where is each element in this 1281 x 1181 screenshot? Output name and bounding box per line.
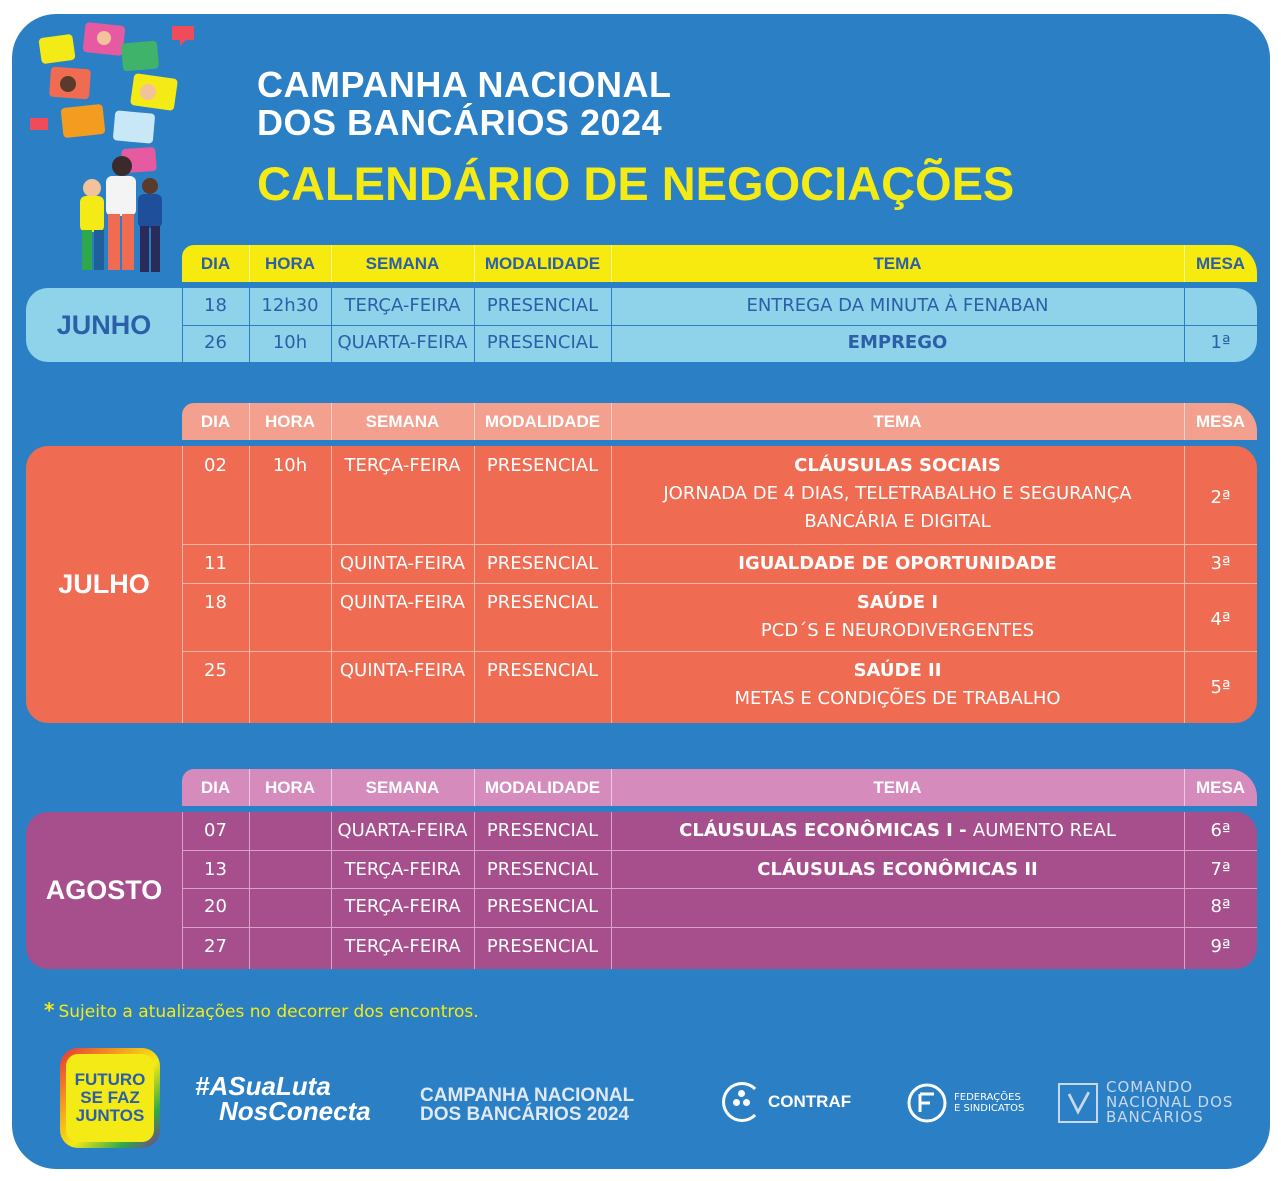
- tema-title: SAÚDE I: [856, 592, 939, 613]
- comando-line1: COMANDO: [1106, 1078, 1194, 1096]
- federacoes-line1: FEDERAÇÕES: [954, 1092, 1021, 1103]
- tema-title: IGUALDADE DE OPORTUNIDADE: [738, 553, 1057, 574]
- table-row: [182, 893, 1257, 926]
- cell-semana: TERÇA-FEIRA: [344, 295, 461, 316]
- tema-title: SAÚDE II: [853, 660, 942, 681]
- cell-tema: [611, 452, 1184, 544]
- cell-mesa: 2ª: [1210, 487, 1231, 508]
- cell-tema: [611, 550, 1184, 583]
- disclaimer-note: [44, 998, 479, 1022]
- cell-tema: [611, 817, 1184, 850]
- cell-semana: QUARTA-FEIRA: [337, 332, 468, 353]
- tema-text: AUMENTO REAL: [972, 820, 1116, 841]
- contraf-logo: [722, 1082, 851, 1122]
- table-row: [182, 856, 1257, 889]
- col-dia: DIA: [182, 245, 250, 282]
- table-row: [182, 657, 1257, 719]
- federacoes-line2: E SINDICATOS: [954, 1103, 1025, 1114]
- col-tema: TEMA: [611, 245, 1185, 282]
- comando-line3: BANCÁRIOS: [1106, 1108, 1204, 1126]
- cell-hora: 10h: [272, 455, 308, 476]
- cell-mesa: 4ª: [1210, 609, 1231, 630]
- cell-hora: [249, 589, 331, 651]
- table-row: [182, 329, 1257, 362]
- junho-section: [26, 288, 1257, 362]
- col-mesa: MESA: [1195, 254, 1246, 273]
- campaign-footer-logo: [420, 1086, 634, 1124]
- col-dia: DIA: [182, 403, 250, 440]
- cell-dia: 18: [204, 295, 227, 316]
- cell-semana: QUINTA-FEIRA: [339, 660, 466, 681]
- federacoes-icon: [906, 1082, 948, 1124]
- asterisk-icon: *: [44, 998, 55, 1022]
- cell-mesa: 6ª: [1210, 820, 1231, 841]
- cell-mesa: 3ª: [1210, 553, 1231, 574]
- agosto-header: [182, 769, 1257, 806]
- tema-text: PCD´S E NEURODIVERGENTES: [760, 620, 1035, 641]
- table-row: [182, 292, 1257, 325]
- cell-hora: [249, 550, 331, 583]
- cell-modalidade: PRESENCIAL: [486, 660, 599, 681]
- cell-dia: 25: [204, 660, 227, 681]
- cell-modalidade: PRESENCIAL: [486, 295, 599, 316]
- poster-panel: [12, 14, 1270, 1169]
- col-semana: SEMANA: [331, 245, 475, 282]
- hashtag-line1: #ASuaLuta: [195, 1071, 331, 1101]
- cell-tema: [611, 589, 1184, 651]
- julho-section: [26, 446, 1257, 723]
- table-row: [182, 817, 1257, 850]
- cell-tema: [611, 329, 1184, 362]
- cell-tema: [611, 893, 1184, 926]
- calendar-title: CALENDÁRIO DE NEGOCIAÇÕES: [257, 157, 1015, 210]
- col-mesa: MESA: [1195, 778, 1246, 797]
- cell-dia: 20: [204, 896, 227, 917]
- cell-mesa: 7ª: [1210, 859, 1231, 880]
- campaign-title: [257, 66, 671, 142]
- note-text: Sujeito a atualizações no decorrer dos encontros.: [58, 1002, 479, 1022]
- cell-hora: 12h30: [261, 295, 319, 316]
- campaign-footer-line1: CAMPANHA NACIONAL: [420, 1085, 635, 1106]
- agosto-section: [26, 812, 1257, 969]
- hashtag-logo: [195, 1071, 395, 1126]
- logo-text: JUNTOS: [75, 1106, 145, 1125]
- cell-mesa: 5ª: [1210, 677, 1231, 698]
- col-hora: HORA: [249, 769, 332, 806]
- cell-dia: 02: [204, 455, 227, 476]
- cell-semana: TERÇA-FEIRA: [344, 455, 461, 476]
- cell-tema: [611, 933, 1184, 966]
- cell-dia: 11: [204, 553, 227, 574]
- tema-title: EMPREGO: [847, 332, 948, 353]
- tema-text: JORNADA DE 4 DIAS, TELETRABALHO E SEGURANÇA: [663, 483, 1132, 504]
- cell-semana: TERÇA-FEIRA: [344, 859, 461, 880]
- cell-mesa: [1184, 292, 1257, 325]
- cell-modalidade: PRESENCIAL: [486, 553, 599, 574]
- cell-mesa: 8ª: [1210, 896, 1231, 917]
- tema-title: CLÁUSULAS ECONÔMICAS I -: [679, 820, 973, 841]
- col-semana: SEMANA: [331, 403, 475, 440]
- month-label: JUNHO: [56, 309, 152, 340]
- comando-icon: [1058, 1083, 1098, 1123]
- cell-modalidade: PRESENCIAL: [486, 332, 599, 353]
- col-hora: HORA: [249, 403, 332, 440]
- cell-modalidade: PRESENCIAL: [486, 896, 599, 917]
- cell-dia: 13: [204, 859, 227, 880]
- cell-semana: TERÇA-FEIRA: [344, 936, 461, 957]
- cell-hora: [249, 856, 331, 889]
- table-row: [182, 452, 1257, 544]
- col-hora: HORA: [249, 245, 332, 282]
- logo-text: FUTURO: [74, 1070, 146, 1089]
- month-label: JULHO: [58, 569, 150, 599]
- julho-header: [182, 403, 1257, 440]
- cell-hora: [249, 657, 331, 719]
- tema-title: CLÁUSULAS ECONÔMICAS II: [757, 859, 1038, 880]
- hashtag-line2: NosConecta: [219, 1096, 371, 1126]
- cell-dia: 18: [204, 592, 227, 613]
- cell-mesa: 9ª: [1210, 936, 1231, 957]
- federacoes-logo: [906, 1082, 1024, 1124]
- col-tema: TEMA: [611, 769, 1185, 806]
- table-row: [182, 589, 1257, 651]
- cell-hora: [249, 817, 331, 850]
- table-row: [182, 933, 1257, 966]
- cell-modalidade: PRESENCIAL: [486, 455, 599, 476]
- col-mesa: MESA: [1195, 412, 1246, 431]
- people-illustration: [22, 18, 202, 280]
- comando-nacional-logo: [1058, 1080, 1233, 1125]
- cell-dia: 07: [204, 820, 227, 841]
- campaign-title-line1: CAMPANHA NACIONAL: [257, 64, 672, 105]
- col-semana: SEMANA: [331, 769, 475, 806]
- tema-text: METAS E CONDIÇÕES DE TRABALHO: [734, 688, 1061, 709]
- cell-tema: [611, 292, 1184, 325]
- cell-tema: [611, 856, 1184, 889]
- cell-hora: [249, 893, 331, 926]
- cell-dia: 26: [204, 332, 227, 353]
- table-row: [182, 550, 1257, 583]
- cell-modalidade: PRESENCIAL: [486, 859, 599, 880]
- contraf-icon: [722, 1082, 762, 1122]
- month-label: AGOSTO: [45, 875, 163, 905]
- cell-semana: TERÇA-FEIRA: [344, 896, 461, 917]
- cell-hora: [249, 933, 331, 966]
- cell-modalidade: PRESENCIAL: [486, 592, 599, 613]
- tema-text: ENTREGA DA MINUTA À FENABAN: [746, 295, 1049, 316]
- cell-modalidade: PRESENCIAL: [486, 936, 599, 957]
- col-tema: TEMA: [611, 403, 1185, 440]
- contraf-text: CONTRAF: [768, 1092, 852, 1111]
- col-dia: DIA: [182, 769, 250, 806]
- cell-tema: [611, 657, 1184, 719]
- comando-line2: NACIONAL DOS: [1106, 1093, 1234, 1111]
- campaign-title-line2: DOS BANCÁRIOS 2024: [257, 102, 663, 143]
- tema-title: CLÁUSULAS SOCIAIS: [794, 455, 1001, 476]
- cell-modalidade: PRESENCIAL: [486, 820, 599, 841]
- col-modalidade: MODALIDADE: [474, 403, 612, 440]
- futuro-se-faz-juntos-logo: [60, 1048, 160, 1148]
- cell-semana: QUINTA-FEIRA: [339, 592, 466, 613]
- cell-hora: 10h: [272, 332, 308, 353]
- junho-header: [182, 245, 1257, 282]
- col-modalidade: MODALIDADE: [474, 245, 612, 282]
- tema-text: BANCÁRIA E DIGITAL: [804, 511, 991, 532]
- col-modalidade: MODALIDADE: [474, 769, 612, 806]
- cell-semana: QUINTA-FEIRA: [339, 553, 466, 574]
- campaign-footer-line2: DOS BANCÁRIOS 2024: [420, 1104, 630, 1125]
- logo-text: SE FAZ: [80, 1088, 140, 1107]
- cell-semana: QUARTA-FEIRA: [337, 820, 468, 841]
- cell-mesa: 1ª: [1210, 332, 1231, 353]
- cell-dia: 27: [204, 936, 227, 957]
